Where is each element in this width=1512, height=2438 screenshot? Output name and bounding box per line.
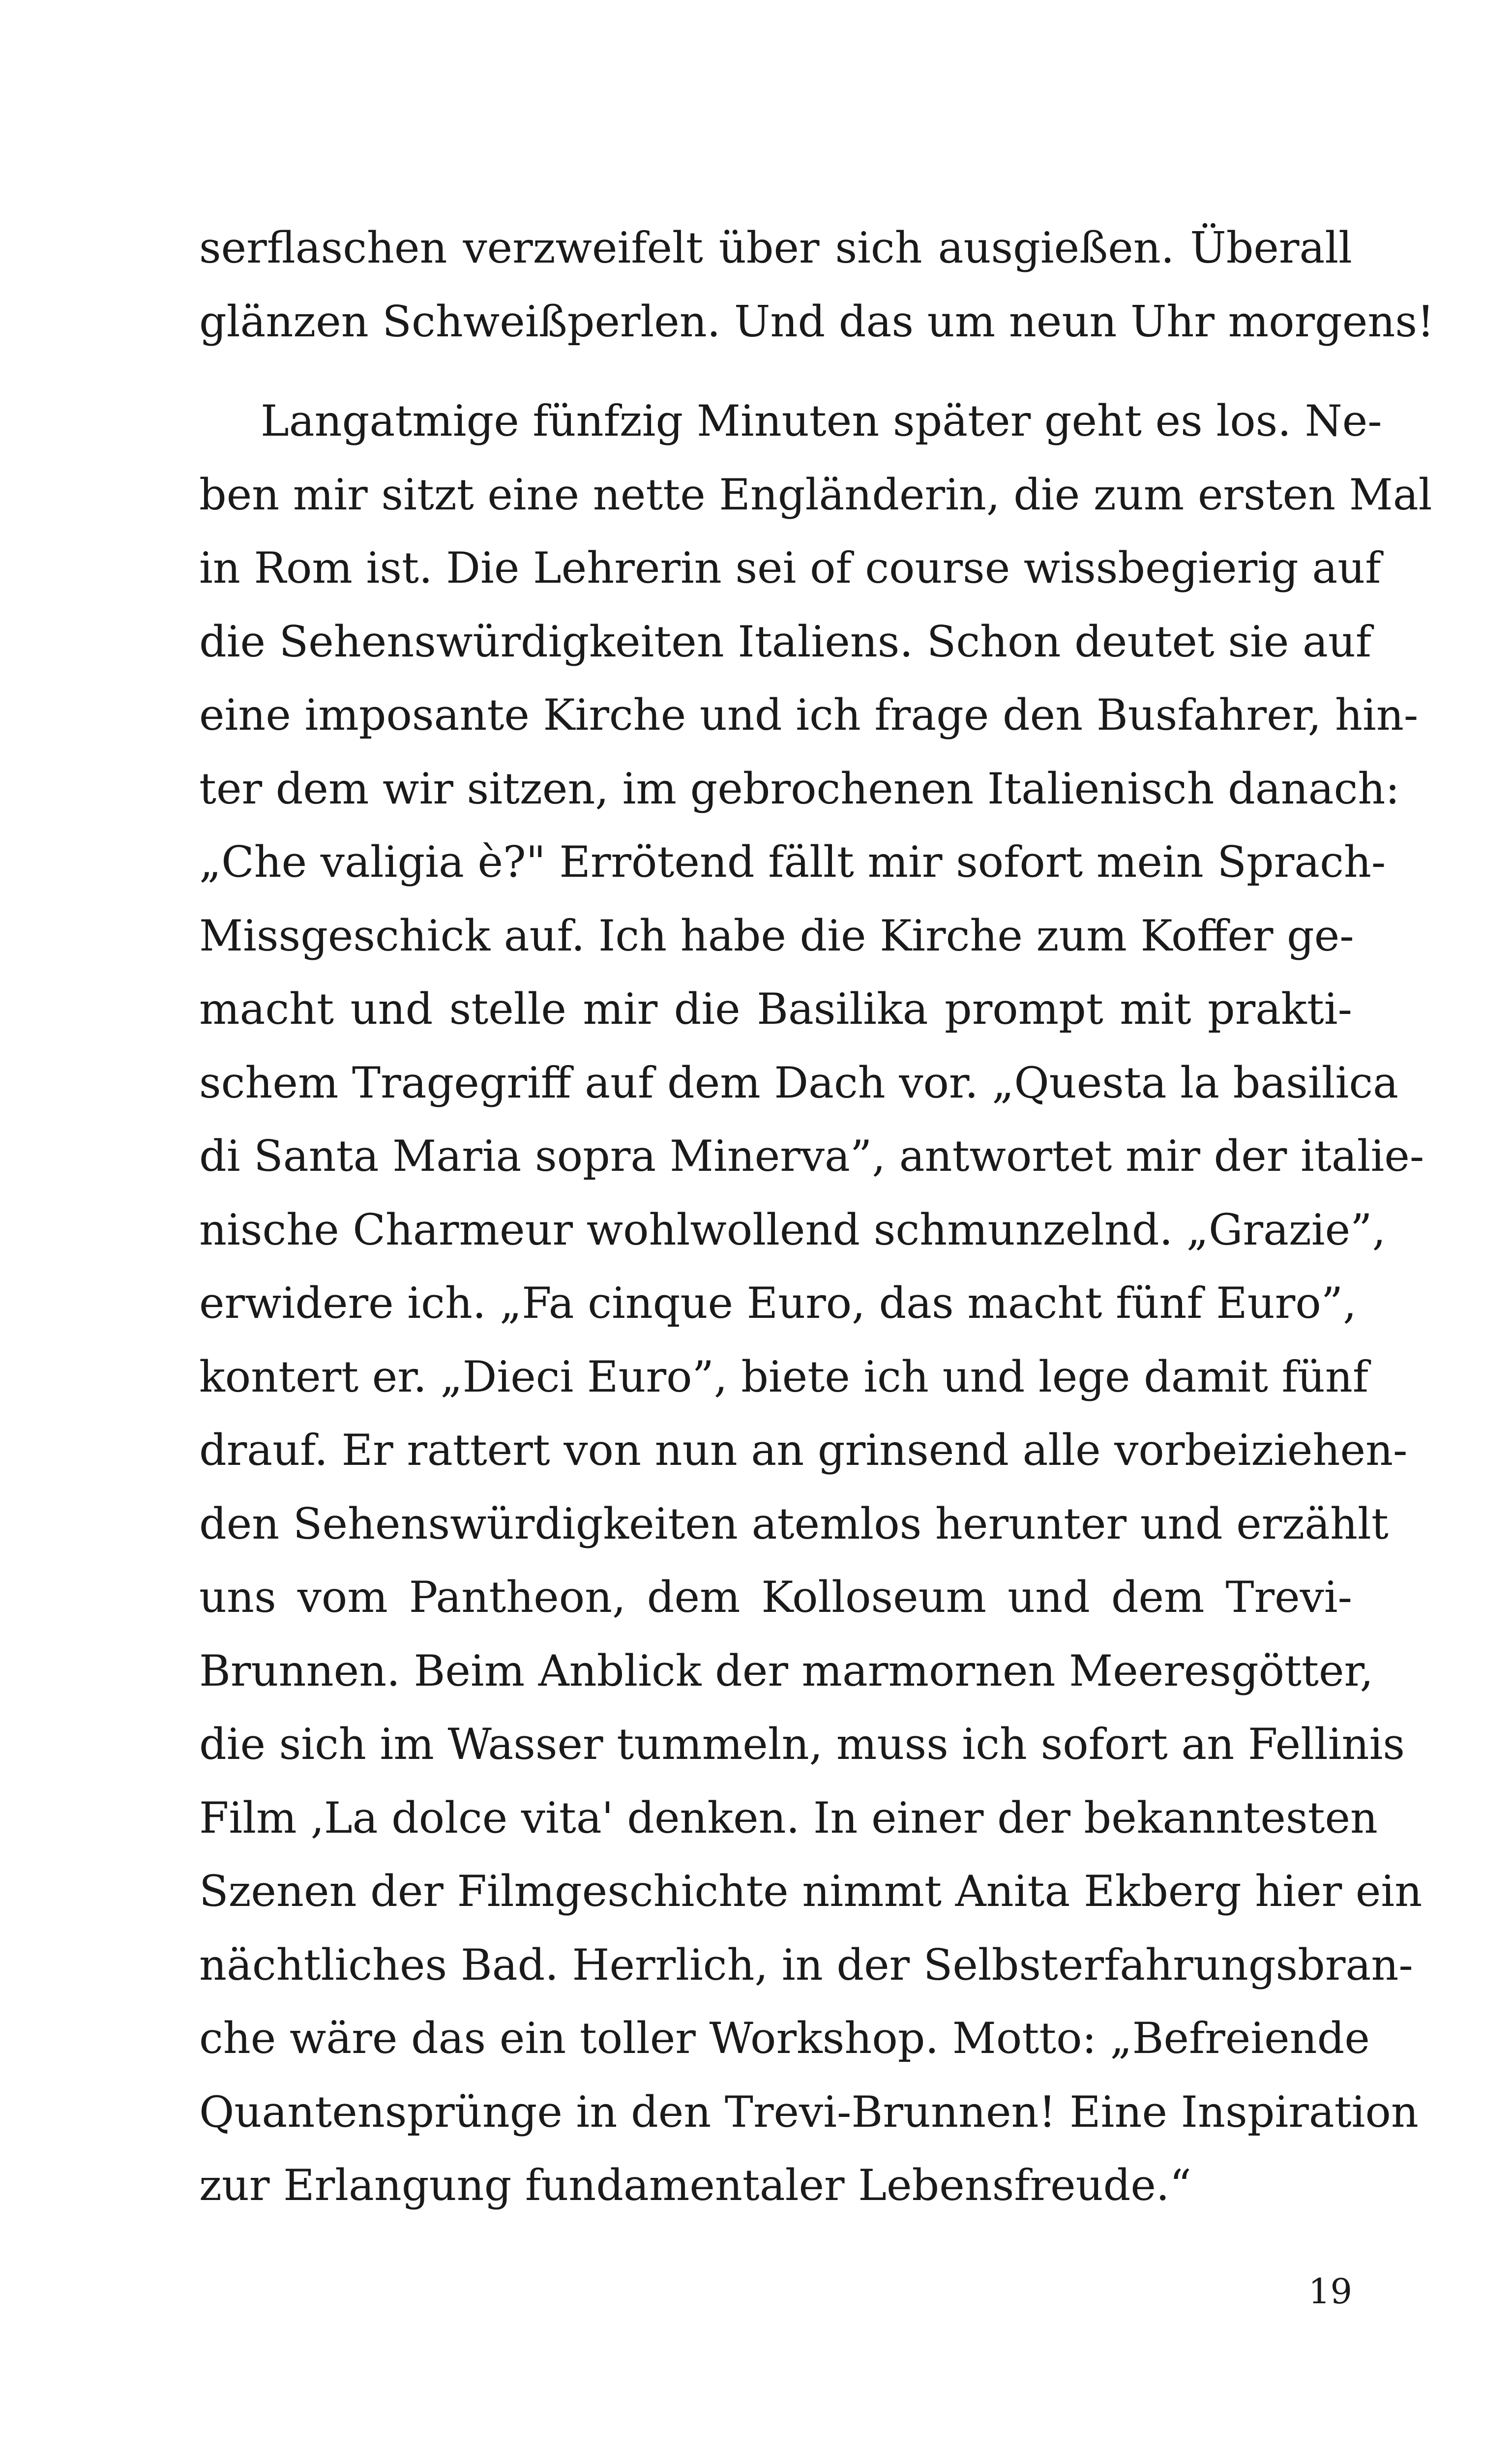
body-text (199, 211, 1434, 2223)
text-line: nische Charmeur wohlwollend schmunzelnd. „Grazie”, (199, 1204, 1386, 1255)
text-line: in Rom ist. Die Lehrerin sei of course wissbegierig auf (199, 543, 1381, 593)
paragraph-gap (199, 358, 1352, 385)
text-line: macht und stelle mir die Basilika prompt mit prakti- (199, 984, 1352, 1034)
text-line: uns vom Pantheon, dem Kolloseum und dem Trevi- (199, 1572, 1352, 1622)
page-number: 19 (1308, 2271, 1352, 2312)
text-line: die sich im Wasser tummeln, muss ich sofort an Fellinis (199, 1719, 1405, 1769)
text-line: schem Tragegriff auf dem Dach vor. „Questa la basilica (199, 1057, 1398, 1108)
text-line: kontert er. „Dieci Euro”, biete ich und lege damit fünf (199, 1351, 1369, 1402)
text-line: glänzen Schweißperlen. Und das um neun Uhr morgens! (199, 296, 1434, 347)
text-line: Film ‚La dolce vita' denken. In einer der bekanntesten (199, 1792, 1378, 1843)
text-line: Brunnen. Beim Anblick der marmornen Meeresgötter, (199, 1645, 1374, 1696)
text-line: erwidere ich. „Fa cinque Euro, das macht fünf Euro”, (199, 1278, 1357, 1328)
text-line: Szenen der Filmgeschichte nimmt Anita Ekberg hier ein (199, 1866, 1423, 1916)
text-line: eine imposante Kirche und ich frage den Busfahrer, hin- (199, 690, 1419, 740)
text-line: Langatmige fünfzig Minuten später geht es los. Ne- (261, 396, 1382, 446)
text-line: „Che valigia è?" Errötend fällt mir sofort mein Sprach- (199, 837, 1386, 887)
text-line: die Sehenswürdigkeiten Italiens. Schon deutet sie auf (199, 616, 1372, 667)
text-line: ben mir sitzt eine nette Engländerin, die zum ersten Mal (199, 469, 1432, 520)
text-line: ter dem wir sitzen, im gebrochenen Italienisch danach: (199, 763, 1400, 814)
text-line: drauf. Er rattert von nun an grinsend alle vorbeiziehen- (199, 1425, 1408, 1475)
text-line: Quantensprünge in den Trevi-Brunnen! Eine Inspiration (199, 2086, 1419, 2137)
text-line: nächtliches Bad. Herrlich, in der Selbsterfahrungsbran- (199, 1939, 1413, 1990)
text-line: den Sehenswürdigkeiten atemlos herunter und erzählt (199, 1498, 1389, 1549)
text-line: di Santa Maria sopra Minerva”, antwortet mir der italie- (199, 1131, 1424, 1181)
text-line: che wäre das ein toller Workshop. Motto: „Befreiende (199, 2013, 1370, 2063)
text-line: zur Erlangung fundamentaler Lebensfreude.“ (199, 2160, 1191, 2210)
text-line: Missgeschick auf. Ich habe die Kirche zum Koffer ge- (199, 910, 1354, 961)
text-line: serflaschen verzweifelt über sich ausgießen. Überall (199, 223, 1352, 273)
